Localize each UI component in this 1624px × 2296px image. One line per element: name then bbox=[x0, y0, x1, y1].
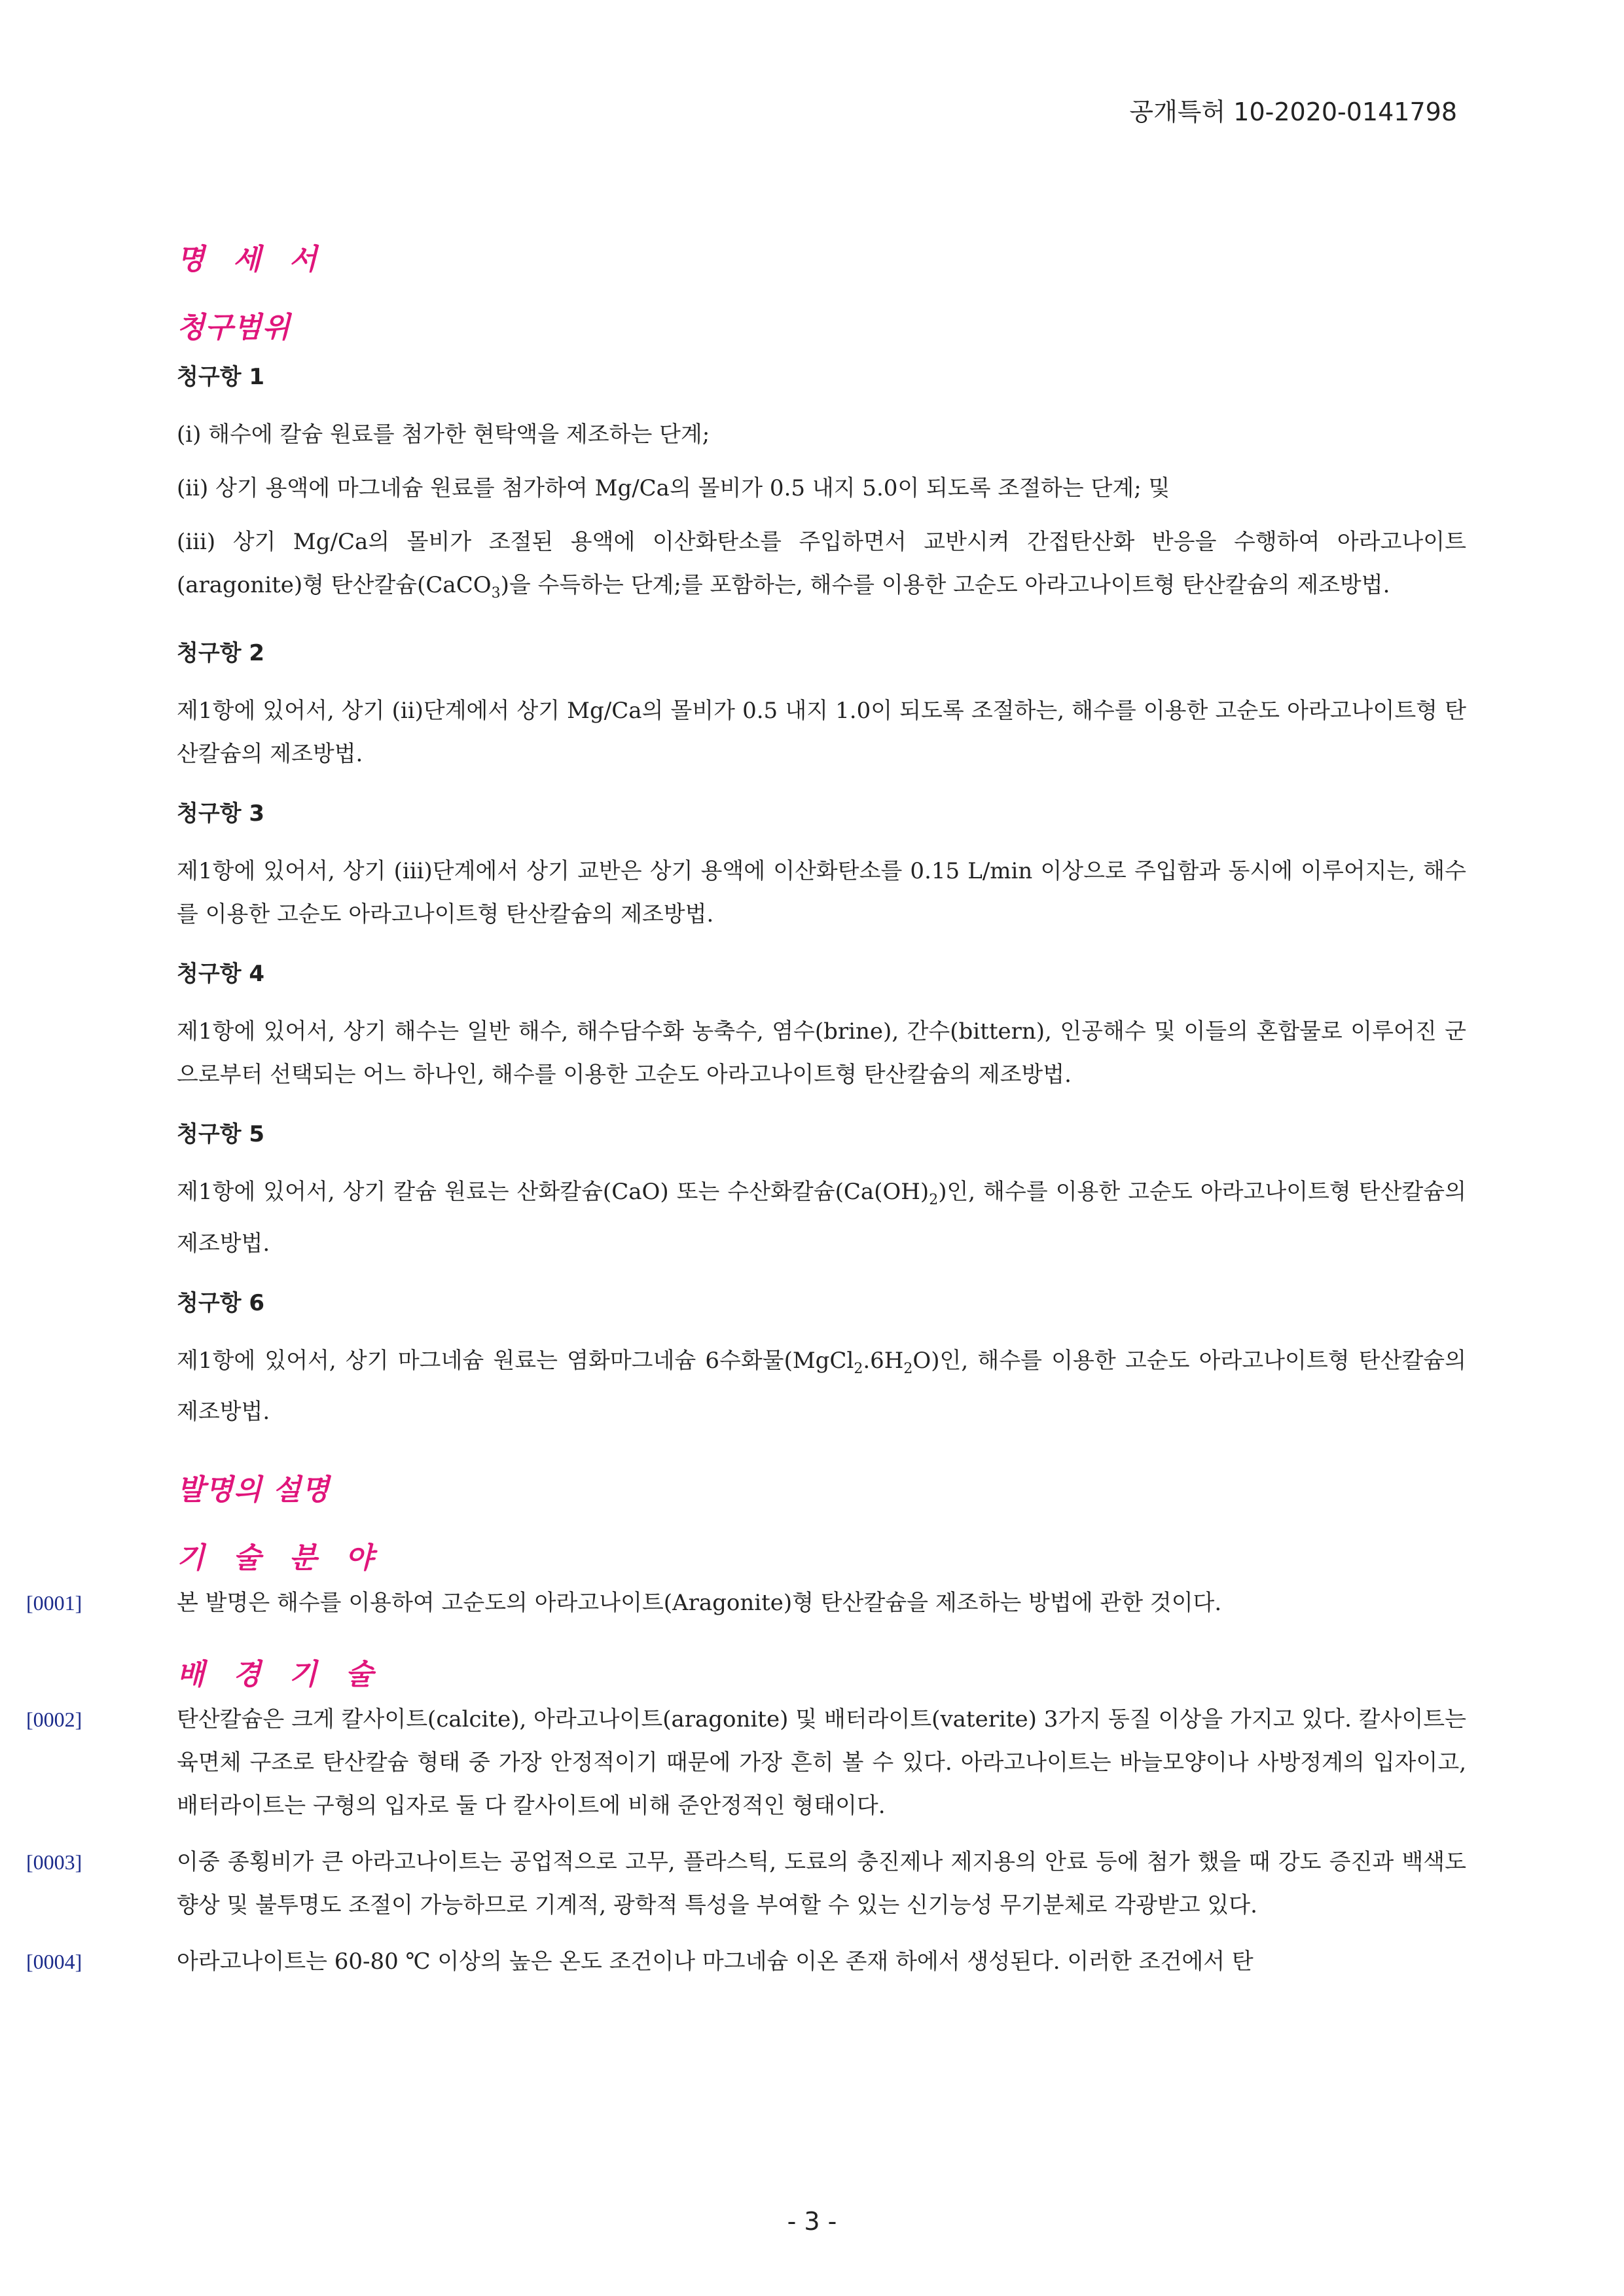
claim-title: 청구항 6 bbox=[177, 1289, 265, 1316]
claim-line: (i) 해수에 칼슘 원료를 첨가한 현탁액을 제조하는 단계; bbox=[177, 422, 710, 448]
paragraph bbox=[26, 1581, 1466, 1624]
paragraph bbox=[26, 1840, 1466, 1927]
claim-text: 제1항에 있어서, 상기 (iii)단계에서 상기 교반은 상기 용액에 이산화탄소를 0.15 L/min 이상으로 주입함과 동시에 이루어지는, 해수를 이용한 고순도 아라고나이트형 탄산칼슘의 제조방법. bbox=[177, 857, 1466, 927]
claim-title: 청구항 1 bbox=[177, 364, 265, 390]
claim-text: 제1항에 있어서, 상기 마그네슘 원료는 염화마그네슘 6수화물$(MgCl_2.6H_2O)$인, 해수를 이용한 고순도 아라고나이트형 탄산칼슘의 제조방법. bbox=[177, 1347, 1466, 1426]
document-body bbox=[26, 236, 1466, 1983]
claim-text: 제1항에 있어서, 상기 해수는 일반 해수, 해수담수화 농축수, 염수(brine), 간수(bittern), 인공해수 및 이들의 혼합물로 이루어진 군으로부터 선택되는 어느 하나인, 해수를 이용한 고순도 아라고나이트형 탄산칼슘의 제조방법. bbox=[177, 1018, 1466, 1088]
background-heading: 배 경 기 술 bbox=[177, 1658, 382, 1692]
claim-text: 제1항에 있어서, 상기 (ii)단계에서 상기 Mg/Ca의 몰비가 0.5 내지 1.0이 되도록 조절하는, 해수를 이용한 고순도 아라고나이트형 탄산칼슘의 제조방법. bbox=[177, 697, 1466, 767]
claims-heading: 청구범위 bbox=[177, 311, 291, 344]
claim-title: 청구항 2 bbox=[177, 639, 265, 666]
paragraph-number: [0003] bbox=[26, 1850, 82, 1874]
spec-title: 명 세 서 bbox=[177, 243, 327, 276]
claim-line: (ii) 상기 용액에 마그네슘 원료를 첨가하여 Mg/Ca의 몰비가 0.5 내지 5.0이 되도록 조절하는 단계; 및 bbox=[177, 475, 1170, 501]
claim-text: 제1항에 있어서, 상기 칼슘 원료는 산화칼슘(CaO) 또는 수산화칼슘$(Ca(OH)_2)$인, 해수를 이용한 고순도 아라고나이트형 탄산칼슘의 제조방법. bbox=[177, 1178, 1466, 1257]
paragraph-number: [0002] bbox=[26, 1708, 82, 1732]
claim-3 bbox=[177, 795, 1466, 936]
claim-2 bbox=[177, 635, 1466, 776]
claim-6 bbox=[177, 1285, 1466, 1434]
paragraph-text: 탄산칼슘은 크게 칼사이트(calcite), 아라고나이트(aragonite) 및 배터라이트(vaterite) 3가지 동질 이상을 가지고 있다. 칼사이트는 육면체 구조로 탄산칼슘 형태 중 가장 안정적이기 때문에 가장 흔히 볼 수 있다. 아라고나이트는 바늘모양이나 사방정계의 입자이고, 배터라이트는 구형의 입자로 둘 다 칼사이트에 비해 준안정적인 형태이다. bbox=[177, 1706, 1466, 1820]
claim-4 bbox=[177, 956, 1466, 1096]
paragraph-text: 본 발명은 해수를 이용하여 고순도의 아라고나이트(Aragonite)형 탄산칼슘을 제조하는 방법에 관한 것이다. bbox=[177, 1590, 1222, 1617]
claim-line: (iii) 상기 Mg/Ca의 몰비가 조절된 용액에 이산화탄소를 주입하면서 교반시켜 간접탄산화 반응을 수행하여 아라고나이트(aragonite)형 탄산칼슘(CaCO$_3$)을 수득하는 단계;를 포함하는, 해수를 이용한 고순도 아라고나이트형 탄산칼슘의 제조방법. bbox=[177, 529, 1466, 601]
page-number: - 3 - bbox=[787, 2207, 837, 2236]
description-heading: 발명의 설명 bbox=[177, 1473, 330, 1507]
claim-title: 청구항 4 bbox=[177, 960, 265, 987]
claim-title: 청구항 3 bbox=[177, 800, 265, 827]
claim-title: 청구항 5 bbox=[177, 1121, 265, 1147]
field-heading: 기 술 분 야 bbox=[177, 1541, 382, 1575]
paragraph bbox=[26, 1698, 1466, 1827]
paragraph-text: 아라고나이트는 60-80 ℃ 이상의 높은 온도 조건이나 마그네슘 이온 존재 하에서 생성된다. 이러한 조건에서 탄 bbox=[177, 1948, 1254, 1975]
claim-1 bbox=[177, 359, 1466, 615]
paragraph-text: 이중 종횡비가 큰 아라고나이트는 공업적으로 고무, 플라스틱, 도료의 충진제나 제지용의 안료 등에 첨가 했을 때 강도 증진과 백색도 향상 및 불투명도 조절이 가능하므로 기계적, 광학적 특성을 부여할 수 있는 신기능성 무기분체로 각광받고 있다. bbox=[177, 1849, 1466, 1919]
paragraph-number: [0001] bbox=[26, 1591, 82, 1615]
claim-5 bbox=[177, 1116, 1466, 1265]
publication-number: 공개특허 10-2020-0141798 bbox=[1129, 98, 1457, 126]
paragraph-number: [0004] bbox=[26, 1950, 82, 1974]
paragraph bbox=[26, 1940, 1466, 1983]
